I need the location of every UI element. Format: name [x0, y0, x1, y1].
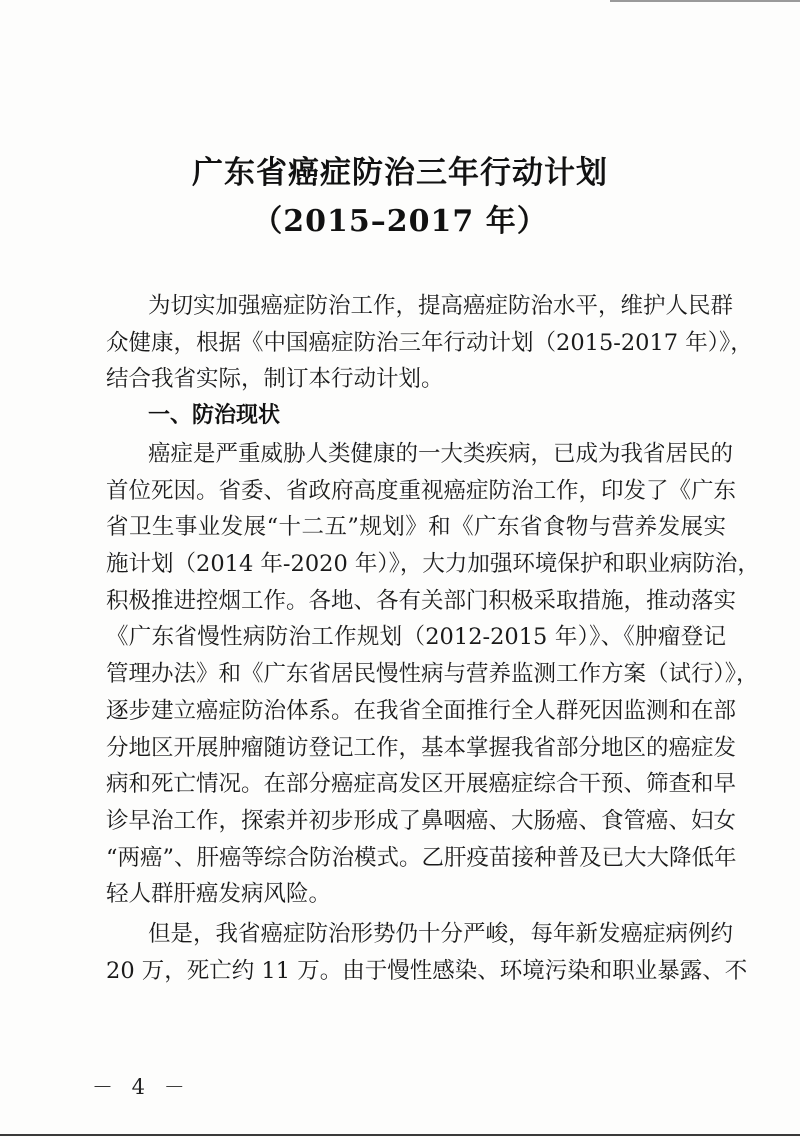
paragraph-line: 分地区开展肿瘤随访登记工作，基本掌握我省部分地区的癌症发 [106, 734, 737, 761]
paragraph-line: 20 万，死亡约 11 万。由于慢性感染、环境污染和职业暴露、不 [106, 957, 748, 984]
paragraph-line: 众健康，根据《中国癌症防治三年行动计划（2015-2017 年）》， [106, 329, 753, 356]
paragraph-line: 省卫生事业发展“十二五”规划》和《广东省食物与营养发展实 [106, 514, 726, 541]
paragraph-line: 管理办法》和《广东省居民慢性病与营养监测工作方案（试行）》， [106, 661, 759, 688]
paragraph-line: 为切实加强癌症防治工作，提高癌症防治水平，维护人民群 [148, 293, 734, 319]
paragraph-line: 病和死亡情况。在部分癌症高发区开展癌症综合干预、筛查和早 [106, 771, 737, 798]
paragraph-line: 《广东省慢性病防治工作规划（2012-2015 年）》、《肿瘤登记 [106, 624, 726, 651]
paragraph-line: 积极推进控烟工作。各地、各有关部门积极采取措施，推动落实 [106, 587, 737, 614]
status-paragraph [106, 436, 760, 913]
document-title: 广东省癌症防治三年行动计划 [192, 155, 608, 191]
section-heading: 一、防治现状 [148, 403, 281, 428]
paragraph-line: 轻人群肝癌发病风险。 [106, 881, 332, 908]
challenge-paragraph [106, 916, 748, 989]
paragraph-line: 但是，我省癌症防治形势仍十分严峻，每年新发癌症病例约 [148, 921, 734, 947]
scan-edge-bottom [0, 1134, 800, 1136]
paragraph-line: 首位死因。省委、省政府高度重视癌症防治工作，印发了《广东 [106, 477, 737, 504]
intro-paragraph [106, 288, 753, 398]
page-number: － 4 － [92, 1075, 191, 1099]
paragraph-line: “两癌”、肝癌等综合防治模式。乙肝疫苗接种普及已大大降低年 [106, 844, 737, 871]
paragraph-line: 逐步建立癌症防治体系。在我省全面推行全人群死因监测和在部 [106, 697, 737, 724]
paragraph-line: 施计划（2014 年-2020 年）》，大力加强环境保护和职业病防治， [106, 551, 760, 578]
paragraph-line: 诊早治工作，探索并初步形成了鼻咽癌、大肠癌、食管癌、妇女 [106, 807, 737, 834]
scan-edge-top [610, 0, 800, 2]
document-subtitle: （2015–2017 年） [252, 204, 548, 239]
paragraph-line: 结合我省实际，制订本行动计划。 [106, 366, 444, 393]
paragraph-line: 癌症是严重威胁人类健康的一大类疾病，已成为我省居民的 [148, 441, 734, 467]
